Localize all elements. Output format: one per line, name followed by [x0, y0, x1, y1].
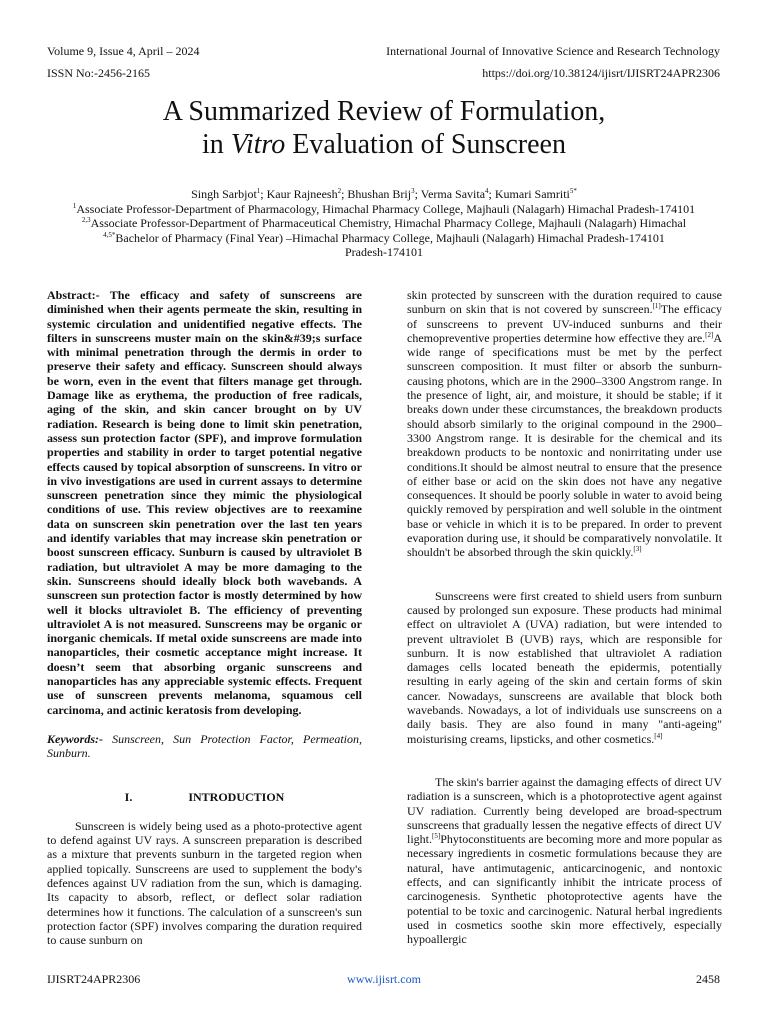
affiliation-sup: 1 [72, 201, 77, 210]
footer-paper-id: IJISRT24APR2306 [47, 972, 141, 986]
paragraph-text: Phytoconstituents are becoming more and more popular as necessary ingredients in cosmetic formulations because they are natural, have antimutagenic, anticarcinogenic, and nontoxic effects, and can significantly inhibit the intricate process of carcinogenesis. Synthetic photoprotective agents have the potential to be toxic and carcinogenic. Natural herbal ingredients used in cosmetics soothe skin more effectively, especially hypoallergic [407, 832, 722, 947]
body-paragraph [407, 775, 722, 947]
abstract [47, 288, 362, 717]
right-column [407, 288, 722, 946]
paragraph-text: Sunscreens were first created to shield users from sunburn caused by prolonged sun exposure. These products had minimal effect on ultraviolet A (UVA) radiation, but were intended to prevent ultraviolet B (UVB) rays, which are responsible for sunburn. It is now established that ultraviolet A radiation damages cells located beneath the epidermis, potentially resulting in early ageing of the skin and certain forms of skin cancer. Nowadays, sunscreens are available that block both wavebands. Nowadays, a lot of individuals use sunscreens on a daily basis. They are also found in many "anti-ageing" moisturising creams, lipsticks, and other cosmetics. [407, 588, 722, 746]
footer-website-link[interactable]: www.ijisrt.com [347, 972, 421, 986]
author-list [0, 187, 768, 202]
keywords-text: Sunscreen, Sun Protection Factor, Permeation, Sunburn. [47, 731, 362, 761]
title-rest: Evaluation of Sunscreen [285, 129, 566, 160]
keywords [47, 732, 362, 761]
affiliation-text: Bachelor of Pharmacy (Final Year) –Himachal Pharmacy College, Majhauli (Nalagarh) Himachal Pradesh-174101 [115, 230, 665, 245]
author-sup: 5* [569, 187, 577, 195]
body-paragraph [407, 288, 722, 560]
section-title: INTRODUCTION [188, 789, 285, 804]
affiliation-text: Associate Professor-Department of Pharmacology, Himachal Pharmacy College, Majhauli (Nalagarh) Himachal Pradesh-174101 [76, 201, 696, 216]
citation-ref[interactable]: [2] [705, 330, 714, 339]
author-name: Singh Sarbjot [191, 187, 257, 201]
author-name: ; Verma Savita [414, 187, 486, 201]
citation-ref[interactable]: [1] [652, 302, 661, 311]
title-prefix: in [202, 129, 231, 160]
citation-ref[interactable]: [4] [654, 731, 663, 740]
body-paragraph [407, 589, 722, 746]
journal-issn: ISSN No:-2456-2165 [47, 66, 151, 80]
keywords-label: Keywords:- [47, 731, 103, 746]
paragraph-text: A wide range of specifications must be met by the perfect sunscreen composition. It must filter or absorb the sunburn-causing photons, which are in the 2900–3300 Angstrom range. In the presence of light, air, and moisture, it should be stable; if it breaks down under these circumstances, the breakdown products should absorb similarly to the original compound in the 2900–3300 Angstrom range. It is desirable for the chemical and its breakdown products to be nontoxic and nonirritating under use conditions.It should be almost neutral to ensure that the presence of either base or acid on the skin does not have any negative consequences. It should be poorly soluble in water to avoid being quickly removed by perspiration and well soluble in the ointment base or vehicle in which it is to be prepared. In order to prevent evaporation during use, it should be comparatively nonvolatile. It shouldn't be absorbed through the skin quickly. [407, 330, 722, 560]
paper-title [0, 95, 768, 161]
section-heading-introduction [47, 790, 362, 804]
paragraph-text: skin protected by sunscreen with the duration required to cause sunburn on skin that is not covered by sunscreen. [407, 288, 722, 317]
title-italic: Vitro [230, 129, 286, 160]
author-sup: 4 [485, 187, 489, 195]
affiliation-sup: 4,5* [103, 230, 116, 239]
affiliation-sup: 2,3 [81, 216, 91, 224]
section-number: I. [124, 789, 133, 804]
affiliation-3 [0, 231, 768, 246]
doi-link[interactable]: https://doi.org/10.38124/ijisrt/IJISRT24APR2306 [482, 66, 720, 80]
abstract-text: The efficacy and safety of sunscreens are diminished when their agents permeate the skin, resulting in systemic circulation and unidentified negative effects. The filters in sunscreens muster main on the skin&#39;s surface with minimal penetration through the dermis in order to preserve their safety and efficacy. Sunscreen should always be worn, even in the event that filters manage get through. Damage like as erythema, the production of free radicals, aging of the skin, and skin cancer brought on by UV radiation. Research is being done to limit skin penetration, assess sun protection factor (SPF), and improve formulation properties and stability in order to target potential negative effects caused by topical absorption of sunscreens. In vitro or in vivo investigations are used in current assays to determine sunscreen penetration since they mimic the physiological conditions of use. This review objectives are to reexamine data on sunscreen skin penetration over the last ten years and identify variables that may increase skin penetration or boost sunscreen efficacy. Sunburn is caused by ultraviolet B radiation, but ultraviolet A may be more damaging to the skin. Sunscreens should ideally block both wavebands. A sunscreen sun protection factor is mostly determined by how well it blocks ultraviolet B. The efficiency of preventing ultraviolet A is not measured. Sunscreens may be organic or inorganic chemicals. If metal oxide sunscreens are made into nanoparticles, their cosmetic acceptance might increase. It doesn’t seem that absorbing organic sunscreens and nanoparticles has any appreciable systemic effects. Frequent use of sunscreen prevents melanoma, squamous cell carcinoma, and actinic keratosis from developing. [47, 288, 362, 717]
title-line-1: A Summarized Review of Formulation, [162, 96, 606, 127]
affiliation-4: Pradesh-174101 [345, 245, 423, 259]
journal-volume: Volume 9, Issue 4, April – 2024 [47, 44, 200, 58]
citation-ref[interactable]: [3] [633, 545, 642, 554]
journal-name: International Journal of Innovative Science and Research Technology [386, 44, 720, 58]
abstract-label: Abstract:- [47, 288, 100, 302]
affiliation-1 [0, 202, 768, 217]
author-block [0, 187, 768, 260]
affiliation-2 [0, 216, 768, 231]
affiliation-text: Associate Professor-Department of Pharmaceutical Chemistry, Himachal Pharmacy College, Majhauli (Nalagarh) Himachal [90, 216, 687, 230]
left-column [47, 288, 362, 947]
paragraph-text: The skin's barrier against the damaging effects of direct UV radiation is a sunscreen, which is a photoprotective agent against UV radiation. Currently being developed are broad-spectrum sunscreens that gradually lessen the negative effects of direct UV light. [407, 774, 722, 847]
author-name: ; Kaur Rajneesh [260, 187, 338, 201]
paragraph-text: The efficacy of sunscreens to prevent UV-induced sunburns and their chemopreventive properties determine how effective they are. [407, 302, 722, 345]
title-line-2 [0, 128, 768, 161]
page-number: 2458 [696, 972, 720, 986]
author-sup: 3 [411, 187, 415, 195]
author-name: ; Bhushan Brij [341, 187, 412, 201]
author-sup: 2 [337, 187, 342, 195]
author-name: ; Kumari Samriti [488, 187, 570, 201]
author-sup: 1 [256, 187, 261, 195]
citation-ref[interactable]: [5] [432, 832, 441, 841]
intro-paragraph: Sunscreen is widely being used as a photo-protective agent to defend against UV rays. A sunscreen preparation is described as a mixture that prevents sunburn in the targeted region when applied topically. Sunscreens are used to supplement the body's defences against UV radiation from the sun, which is damaging. Its capacity to absorb, reflect, or deflect solar radiation determines how it functions. The calculation of a sunscreen's sun protection factor (SPF) involves comparing the duration required to cause sunburn on [47, 818, 362, 948]
